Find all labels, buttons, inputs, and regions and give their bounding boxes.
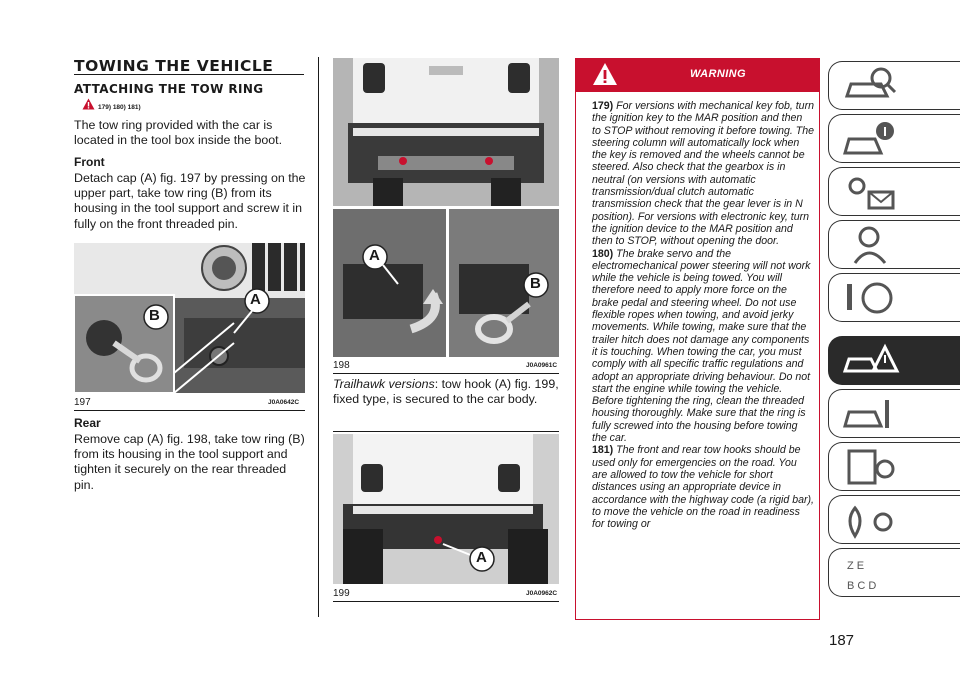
steering-wheel-icon — [841, 278, 901, 318]
side-tab-technical[interactable] — [828, 442, 960, 491]
figure-199-top-rule — [333, 431, 559, 432]
warning-header-icon — [592, 62, 618, 86]
airbag-seatbelt-icon — [841, 225, 901, 265]
figure-197-label-a: A — [250, 291, 261, 308]
warning-180-text: The brake servo and the electromechanical power steering will not work while the vehicle is being towed. You will therefore need to apply more force on the brake pedal and steering wheel. Do not use flexible ropes when towing, and avoid jerky movements. While towing, make sure that the trailer hitch does not damage any components it is touching. When towing the car, you must comply with all specific traffic regulations and adopt an appropriate driving behaviour. Do not start the engine while towing the vehicle. Before tightening the ring, clean the threaded housing thoroughly. Make sure that the ring is fully screwed into the housing before towing the car. — [592, 247, 811, 445]
column-divider — [318, 57, 319, 617]
front-subtitle: Front — [74, 155, 105, 169]
figure-198-rule — [333, 373, 559, 374]
figure-197-code: J0A0642C — [268, 399, 300, 406]
index-alphabet-icon — [841, 553, 901, 593]
figure-199-number: 199 — [333, 588, 350, 599]
figure-197-number: 197 — [74, 397, 91, 408]
warning-181-number: 181) — [592, 444, 614, 457]
rear-subtitle: Rear — [74, 416, 101, 430]
lights-message-icon — [841, 172, 901, 212]
car-maintenance-icon — [841, 394, 901, 434]
figure-199-rule — [333, 601, 559, 602]
figure-198-left-image — [333, 209, 446, 357]
figure-198-label-b: B — [530, 275, 541, 292]
side-tab-multimedia[interactable] — [828, 495, 960, 544]
figure-198-top-image — [333, 58, 559, 206]
trailhawk-text: : tow hook (A) fig. 199, fixed type, is secured to the car body. — [333, 377, 559, 407]
page-title: TOWING THE VEHICLE — [74, 57, 274, 75]
side-tab-info[interactable] — [828, 114, 960, 163]
page-number: 187 — [829, 632, 855, 649]
trailhawk-paragraph — [333, 377, 561, 407]
title-rule — [74, 74, 304, 75]
trailhawk-label: Trailhawk versions — [333, 377, 435, 391]
figure-197-image — [74, 243, 305, 393]
figure-198-label-a: A — [369, 247, 380, 264]
figure-197-label-b: B — [149, 307, 160, 324]
figure-199-image — [333, 434, 559, 584]
side-tab-driving[interactable] — [828, 273, 960, 322]
technical-data-icon — [841, 447, 901, 487]
warning-180-number: 180) — [592, 247, 614, 260]
multimedia-icon — [841, 500, 901, 540]
front-paragraph: Detach cap (A) fig. 197 by pressing on the upper part, take tow ring (B) from its housing in the tool support and screw it in fully on the front threaded pin. — [74, 171, 306, 231]
intro-paragraph: The tow ring provided with the car is located in the tool box inside the boot. — [74, 118, 283, 148]
side-tab-maintenance[interactable] — [828, 389, 960, 438]
warning-179-text: For versions with mechanical key fob, turn the ignition key to the MAR position and then to STOP without removing it before towing. The steering column will automatically lock when the key is removed and the wheels cannot be steered. Also check that the gearbox is in neutral (on versions with automatic transmission/dual clutch automatic transmission check that the gear lever is in N position). For versions with electronic key, turn the ignition device to the MAR position and then to STOP, without opening the door. — [592, 100, 814, 248]
svg-text:Z E: Z E — [847, 560, 865, 572]
figure-197-rule — [74, 410, 305, 411]
figure-198-right-image — [449, 209, 559, 357]
car-info-icon — [841, 119, 901, 159]
warning-181-text: The front and rear tow hooks should be used only for emergencies on the road. You are allowed to tow the vehicle for short distances using an appropriate device in accordance with the highway code (a rigid bar), to move the vehicle on the road in readiness for towing or — [592, 444, 814, 531]
side-tab-dashboard[interactable] — [828, 61, 960, 110]
emergency-car-icon — [841, 341, 901, 381]
figure-199-code: J0A0962C — [526, 590, 558, 597]
figure-198-number: 198 — [333, 360, 350, 371]
warning-body — [592, 100, 814, 530]
side-tab-emergency[interactable] — [828, 336, 960, 385]
side-tab-index[interactable] — [828, 548, 960, 597]
warning-references: 179) 180) 181) — [98, 104, 141, 111]
side-tab-safety[interactable] — [828, 220, 960, 269]
warning-triangle-icon — [82, 98, 95, 110]
warning-179-number: 179) — [592, 100, 614, 112]
figure-199-label-a: A — [476, 549, 487, 566]
side-tab-lights[interactable] — [828, 167, 960, 216]
rear-paragraph: Remove cap (A) fig. 198, take tow ring (B) from its housing in the tool support and tighten it securely on the rear threaded pin. — [74, 432, 305, 492]
warning-title: WARNING — [690, 68, 746, 80]
section-title: ATTACHING THE TOW RING — [74, 82, 264, 96]
svg-text:B C D: B C D — [847, 580, 877, 592]
car-dashboard-icon — [841, 66, 901, 106]
figure-198-code: J0A0961C — [526, 362, 558, 369]
